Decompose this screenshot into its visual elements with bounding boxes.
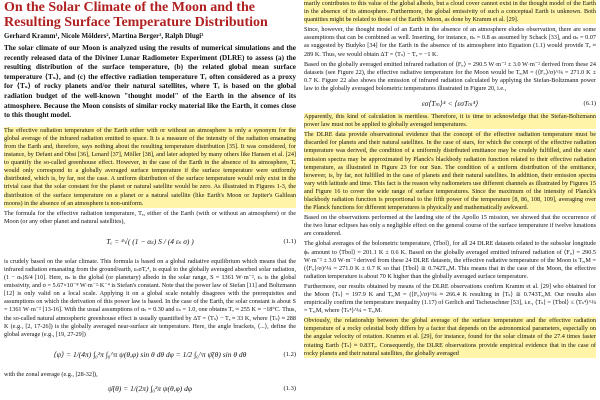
formula-intro-paragraph: The formula for the effective radiation temperature, Tₑ, either of the Earth (with or without an atmosphere) or the Moon (or any other planet and natural satellites), [4, 209, 296, 225]
meritless-paragraph: Apparently, this kind of calculation is meritless. Therefore, it is time to acknowledge that the Stefan-Boltzmann power law must not be applied to globally averaged temperatures. [304, 113, 596, 129]
equation-6-1 [304, 96, 596, 110]
assumption-paragraph: Since, however, the thought model of an Earth in the absence of an atmosphere eludes observation, there are some assumptions that can be combined as well. Inserting, for instance, αₛ = 0.8 as assumed by Schack [33], and αₛ = 0.07 as suggested by Budyko [34] for the Earth in the absence of its atmosphere into Equation (1.1) would provide Tₑ ≈ 289 K. Thus, we would obtain ΔT = ⟨Tₛ⟩ − Tₑ = −1 K. [304, 26, 596, 58]
equation-1-3-number: (1.3) [283, 385, 296, 393]
equation-1-1-number: (1.1) [283, 238, 296, 246]
equation-1-3 [4, 382, 296, 396]
paper-title: On the Solar Climate of the Moon and the Resulting Surface Temperature Distribution [4, 0, 268, 30]
intro-paragraph: The effective radiation temperature of the Earth either with or without an atmosphere is only a synonym for the global average of the infrared radiation emitted to space. It is a measure of the intensity of the radiation emanating from the Earth and, therefore, says nothing about the resulting temperature distribution [35]. It was considered, for instance, by Defant and Obst [36], Lenard [37], Möller [38], and later adopted by many others like Hansen et al. [24] to quantify the so-called greenhouse effect. However, in the case of the Earth in the absence of its atmosphere, Tₑ would only correspond to a globally averaged surface temperature if the surface temperature were uniformly distributed, which is, by far, not the case. A uniform distribution of the surface temperature would only exist in the trivial case that the solar constant for the planet or natural satellite would be zero. As illustrated in Figures 1-3, the distribution of the surface temperature on a planet or a natural satellite (like Earth's Moon or Jupiter's Galilean moons) in the absence of an atmosphere is non-uniform. [4, 126, 296, 207]
left-column [4, 0, 296, 400]
zonal-average-paragraph: with the zonal average (e.g., [28-32]), [4, 370, 98, 378]
bolometric-paragraph: The global averages of the bolometric temperature, ⟨Tbol⟩, for all 24 DLRE datasets related to the subsolar longitude ϕₛ amount to ⟨Tbol⟩ = 201.1 K ± 0.6 K. Based on the globally averaged emitted infrared radiation of ⟨Fᵢᵣ⟩ = 290.5 W·m⁻² ± 3.0 W·m⁻² derived from these 24 DLRE datasets, the effective radiative temperature of the Moon is Tₑ,M = (⟨Fᵢᵣ⟩/σ)^¼ = 271.0 K ± 0.7 K so that ⟨Tbol⟩ ≅ 0.742Tₑ,M. This means that in the case of the Moon, the effective radiation temperature is about 70 K higher than the globally averaged surface temperature. [304, 240, 596, 280]
equation-1-2-body: ⟨ψ⟩ = 1/(4π) ∫₀²π ∫₀^π ψ(θ,φ) sin θ dθ dφ = 1/2 ∫₀^π ψ̄(θ) sin θ dθ [53, 350, 247, 360]
emitted-ir-paragraph: Based on the globally averaged emitted infrared radiation of ⟨Fᵢᵣ⟩ = 290.5 W·m⁻² ± 3.0 W·m⁻² derived from these 24 datasets (see Figure 22), the effective radiative temperature for the Moon would be Tₑ,M = (⟨Fᵢᵣ⟩/σ)^¼ = 271.0 K ± 0.7 K. Figure 22 also shows the emission of infrared radiation calculated by applying the Stefan-Boltzmann power law to the globally averaged bolometric temperatures illustrated in Figure 20, i.e., [304, 60, 596, 92]
right-column [304, 0, 596, 400]
equation-1-2 [4, 342, 296, 368]
author-list: Gerhard Kramm¹, Nicole Mölders², Martina Berger², Ralph Dlugi³ [4, 32, 204, 40]
abstract: The solar climate of our Moon is analyzed using the results of numerical simulations and the recently released data of the Diviner Lunar Radiometer Experiment (DLRE) to assess (a) the resulting distribution of the surface temperature, (b) the related global mean surface temperature ⟨Tₛ⟩, and (c) the effective radiation temperature Tₑ often considered as a proxy for ⟨Tₛ⟩ of rocky planets and/or their natural satellites, where Tₑ is based on the global radiation budget of the well-known "thought model" of the Earth in the absence of its atmosphere. Because the Moon consists of similar rocky material like the Earth, it comes close to this thought model. [4, 44, 296, 120]
equation-6-1-number: (6.1) [583, 99, 596, 107]
equation-1-1-body: Tₑ = ⁴√( (1 − αₛ) S / (4 εₛ σ) ) [106, 237, 194, 247]
equation-6-1-body: εσ⟨Tₘ⟩⁴ < ⟨εσTₘ⁴⟩ [421, 98, 479, 108]
equation-1-3-body: ψ̄(θ) = 1/(2π) ∫₀²π ψ(θ,φ) dφ [107, 384, 193, 394]
confirmation-paragraph: Furthermore, our results obtained by means of the DLRE observations confirm Kramm et al. [29] who obtained for the Moon ⟨Tₛ⟩ = 197.9 K and Tₑ,M = (⟨Fᵢᵣ⟩/σ)^¼ ≈ 266.4 K resulting in ⟨Tₛ⟩ ≅ 0.743Tₑ,M. Our results also empirically confirm the temperature inequality (1.17) of Gerlich and Tscheuschner [53], i.e., ⟨Tₛ⟩ = ⟨Tbol⟩ ≤ ⟨Tₛ⁴⟩^¼ = Tₑ,M, where ⟨Tₛ⁴⟩^¼ = Tₑ,M. [304, 282, 596, 315]
equation-1-2-number: (1.2) [283, 351, 296, 359]
dlre-evidence-paragraph: The DLRE data provide observational evidence that the concept of the effective radiation temperature must be discarded for planets and their natural satellites. In the case of stars, for which the concept of the effective radiation temperature was derived, the condition of a uniformly distributed emittance may be crudely fulfilled, and the stars' emission spectra may be approximated by Planck's blackbody radiation function related to their effective radiation temperature, as illustrated in Figure 23 for our Sun. The condition of a uniform distribution of the emittance, however, is, by far, not fulfilled in the case of planets and their natural satellites. In addition, their emission spectra vary with latitude and time. This fact is the reason why radiometers use different channels as illustrated by Figures 15 and Figure 16 to cover the wide range of surface temperatures. Since the maximum of the intensity of Planck's blackbody radiation function is proportional to the fifth power of the temperature [8, 86, 108, 109], averaging over the Planck functions for different temperatures is physically and mathematically awkward. [304, 131, 596, 212]
albedo-paragraph: marily contributes to this value of the global albedo, but a cloud cover cannot exist in the thought model of the Earth in the absence of its atmosphere. Furthermore, the global emissivity of such a conceptual Earth is unknown. Both quantities might be related to those of the Earth's Moon, as done by Kramm et al. [29]. [304, 0, 596, 24]
conclusion-paragraph: Obviously, the relationship between the global average of the surface temperature and the effective radiation temperature of a rocky celestial body differs by a factor that depends on the astronomical parameters, especially on the angular velocity of rotation. Kramm et al. [29], for instance, found for the solar climate of the 27.4 times faster rotating Earth ⟨Tₛ⟩ ≈ 0.83Tₑ. Consequently, the DLRE observations provide empirical evidence that in the case of rocky planets and their natural satellites, the globally averaged [304, 317, 596, 357]
equation-1-1 [4, 229, 296, 255]
apollo-paragraph: Based on the observations performed at the landing site of the Apollo 15 mission, we showed that the occurrence of the two lunar eclipses has only a negligible effect on the general course of the surface temperature if twelve lunations are considered. [304, 214, 596, 238]
derivation-paragraph: is crudely based on the solar climate. This formula is based on a global radiative equilibrium which means that the infrared radiation emanating from the ground/earth, εₛσTₑ⁴, is equal to the globally averaged absorbed solar radiation, (1 − αₛ)S/4 [10]. Here, αₛ is the global (or planetary) albedo in the solar range, S = 1361 W·m⁻², εₛ is the global emissivity, and σ = 5.67×10⁻⁸ W·m⁻²·K⁻⁴ is Stefan's constant. Note that the power law of Stefan [11] and Boltzmann [12] is only valid on a local scale. Applying it on a global scale notably disagrees with the prerequisites and assumptions on which the derivation of this power law is based. In the case of the Earth, the solar constant is about S = 1361 W·m⁻² [13-16]. With the usual assumptions of αₛ = 0.30 and εₛ = 1.0, one obtains Tₑ ≈ 255 K ≈ −18°C. Thus, the so-called natural atmospheric greenhouse effect is usually quantified by ΔT = ⟨Tₛ⟩ − Tₑ ≈ 33 K, where ⟨Tₛ⟩ ≈ 288 K (e.g., [2, 17-26]) is the globally averaged near-surface air temperature. Here, the angle brackets, ⟨...⟩, define the global average (e.g., [19, 27-29]) [4, 257, 296, 338]
